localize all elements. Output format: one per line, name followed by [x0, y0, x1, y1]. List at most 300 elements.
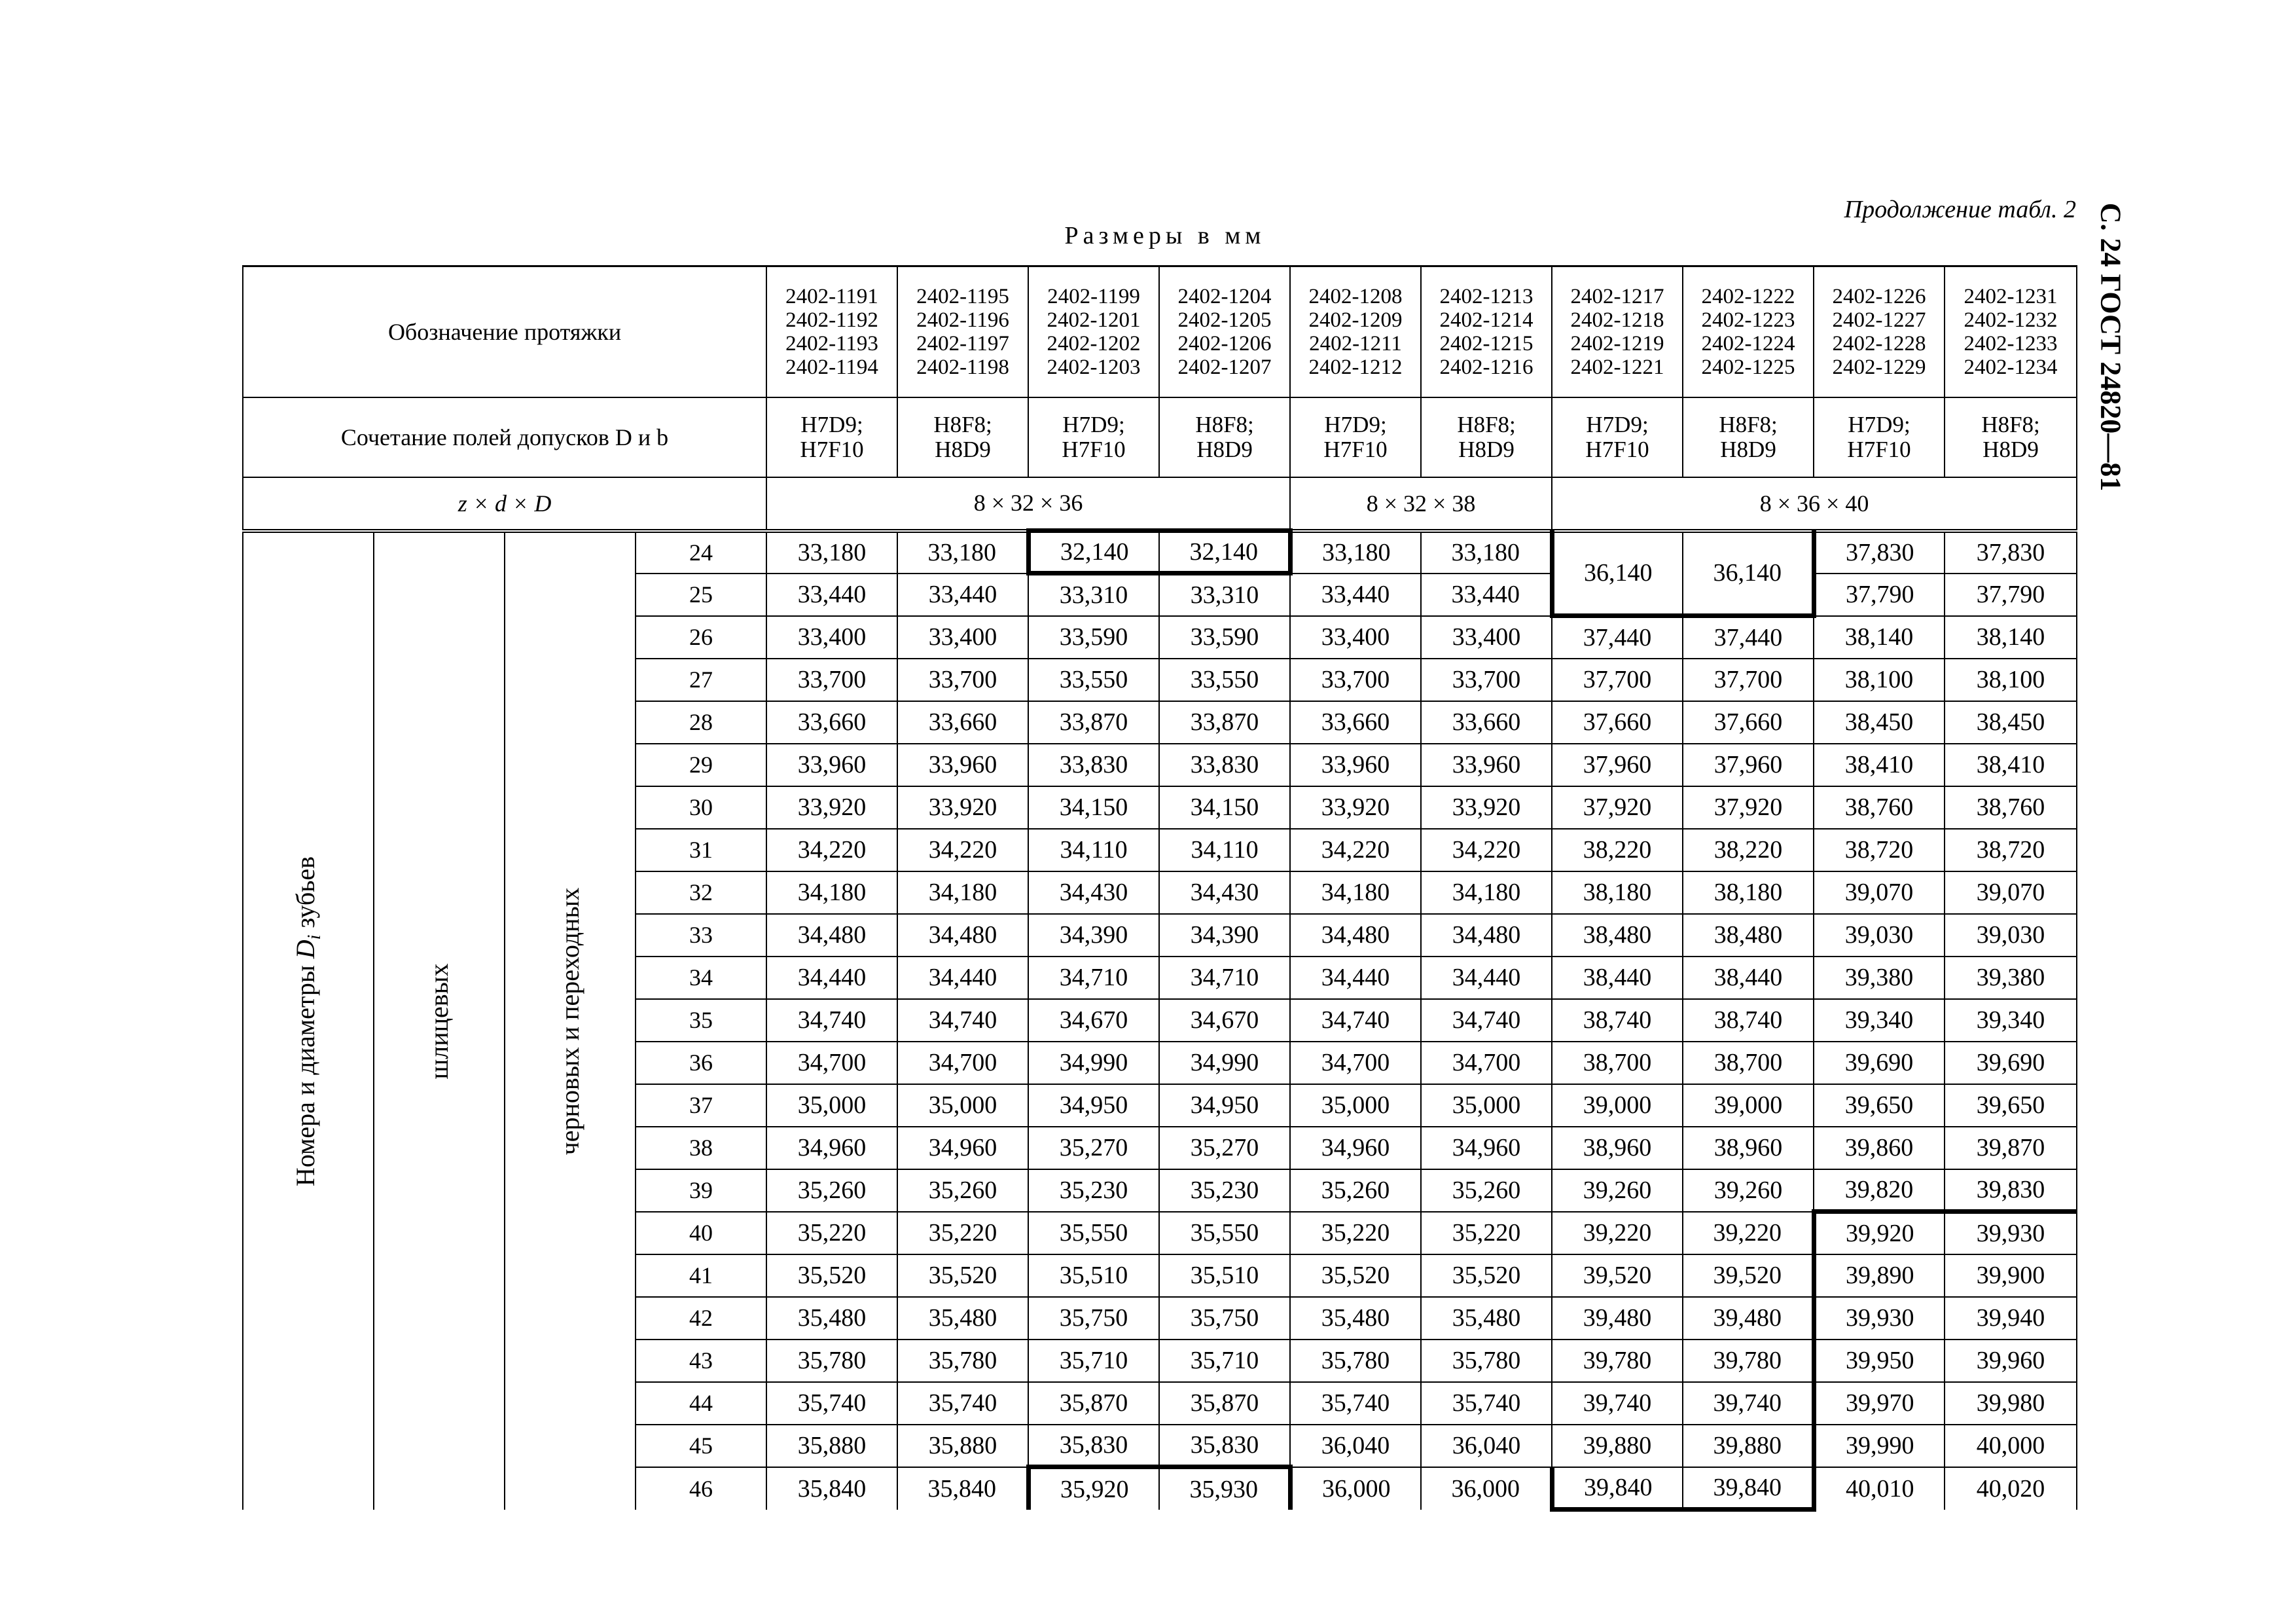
value-cell: 34,960 [1421, 1127, 1552, 1169]
value-cell: 39,480 [1683, 1297, 1814, 1340]
value-cell: 38,480 [1552, 914, 1683, 957]
spline-size-group: 8 × 32 × 38 [1290, 477, 1552, 531]
tooth-number: 41 [636, 1254, 766, 1297]
value-cell: 39,940 [1945, 1297, 2077, 1340]
value-cell: 39,840 [1683, 1467, 1814, 1510]
designation-code: 2402-1224 [1701, 331, 1795, 356]
value-cell: 37,960 [1683, 744, 1814, 786]
value-cell: 34,480 [1290, 914, 1421, 957]
value-cell: 34,180 [1290, 871, 1421, 914]
value-cell: 34,440 [1290, 957, 1421, 999]
tooth-number: 39 [636, 1169, 766, 1212]
value-cell: 35,710 [1028, 1340, 1159, 1382]
tooth-number: 32 [636, 871, 766, 914]
value-cell: 38,960 [1552, 1127, 1683, 1169]
value-cell: 34,700 [766, 1042, 897, 1084]
value-cell: 33,440 [897, 574, 1028, 616]
designation-codes [897, 266, 1028, 397]
value-cell: 36,000 [1290, 1467, 1421, 1510]
designation-codes [1159, 266, 1290, 397]
tolerance-value: H8F8; [1195, 411, 1254, 437]
value-cell: 35,740 [766, 1382, 897, 1425]
value-cell: 39,740 [1683, 1382, 1814, 1425]
page-header-text: С. 24 ГОСТ 24820—81 [2094, 202, 2127, 492]
value-cell: 35,000 [1421, 1084, 1552, 1127]
tolerance-value: H8D9 [1982, 436, 2039, 462]
value-cell: 35,830 [1159, 1425, 1290, 1467]
value-cell: 33,590 [1159, 616, 1290, 659]
value-cell: 39,980 [1945, 1382, 2077, 1425]
value-cell: 39,070 [1814, 871, 1945, 914]
value-cell: 37,700 [1552, 659, 1683, 701]
value-cell: 38,720 [1945, 829, 2077, 871]
value-cell: 35,000 [1290, 1084, 1421, 1127]
value-cell: 38,180 [1552, 871, 1683, 914]
value-cell: 39,260 [1683, 1169, 1814, 1212]
tooth-number: 42 [636, 1297, 766, 1340]
value-cell: 34,710 [1028, 957, 1159, 999]
value-cell: 34,180 [1421, 871, 1552, 914]
value-cell: 33,700 [1290, 659, 1421, 701]
tooth-number: 45 [636, 1425, 766, 1467]
value-cell: 33,400 [897, 616, 1028, 659]
value-cell: 35,220 [897, 1212, 1028, 1254]
value-cell: 35,870 [1028, 1382, 1159, 1425]
value-cell: 33,180 [897, 531, 1028, 574]
designation-code: 2402-1203 [1047, 355, 1141, 379]
header-zdd: z × d × D [243, 477, 766, 531]
tolerance-combination [1814, 397, 1945, 477]
value-cell: 35,220 [766, 1212, 897, 1254]
value-cell: 33,660 [1290, 701, 1421, 744]
value-cell: 33,590 [1028, 616, 1159, 659]
designation-code: 2402-1201 [1047, 308, 1141, 332]
tooth-number: 27 [636, 659, 766, 701]
value-cell: 35,550 [1028, 1212, 1159, 1254]
value-cell: 35,780 [1421, 1340, 1552, 1382]
value-cell: 37,790 [1814, 574, 1945, 616]
value-cell: 34,480 [897, 914, 1028, 957]
value-cell: 38,700 [1552, 1042, 1683, 1084]
tolerance-value: H7D9; [800, 411, 863, 437]
value-cell: 33,700 [897, 659, 1028, 701]
value-cell: 34,700 [1290, 1042, 1421, 1084]
value-cell: 35,520 [897, 1254, 1028, 1297]
tooth-number: 38 [636, 1127, 766, 1169]
value-cell: 39,960 [1945, 1340, 2077, 1382]
value-cell: 33,960 [1290, 744, 1421, 786]
value-cell: 32,140 [1028, 531, 1159, 574]
value-cell: 35,480 [1421, 1297, 1552, 1340]
value-cell: 34,480 [766, 914, 897, 957]
designation-code: 2402-1211 [1309, 331, 1402, 356]
value-cell: 37,700 [1683, 659, 1814, 701]
spline-size-group: 8 × 32 × 36 [766, 477, 1290, 531]
value-cell: 33,960 [1421, 744, 1552, 786]
designation-code: 2402-1202 [1047, 331, 1141, 356]
value-cell: 34,670 [1028, 999, 1159, 1042]
value-cell: 33,310 [1028, 574, 1159, 616]
table-row [243, 531, 2077, 574]
value-cell: 35,840 [897, 1467, 1028, 1510]
tolerance-value: H7F10 [1062, 436, 1126, 462]
value-cell: 39,890 [1814, 1254, 1945, 1297]
value-cell: 39,880 [1683, 1425, 1814, 1467]
value-cell: 33,870 [1028, 701, 1159, 744]
value-cell: 38,100 [1814, 659, 1945, 701]
value-cell: 33,960 [897, 744, 1028, 786]
designation-code: 2402-1191 [785, 284, 878, 308]
value-cell: 34,220 [766, 829, 897, 871]
value-cell: 37,660 [1552, 701, 1683, 744]
value-cell: 38,760 [1945, 786, 2077, 829]
value-cell: 34,670 [1159, 999, 1290, 1042]
tooth-number: 46 [636, 1467, 766, 1510]
value-cell: 40,020 [1945, 1467, 2077, 1510]
tolerance-value: H8D9 [1458, 436, 1515, 462]
value-cell: 37,830 [1814, 531, 1945, 574]
value-cell: 39,950 [1814, 1340, 1945, 1382]
tooth-number: 28 [636, 701, 766, 744]
value-cell: 39,780 [1683, 1340, 1814, 1382]
value-cell: 39,920 [1814, 1212, 1945, 1254]
designation-codes [1814, 266, 1945, 397]
tooth-number: 40 [636, 1212, 766, 1254]
value-cell: 35,260 [897, 1169, 1028, 1212]
designation-code: 2402-1199 [1047, 284, 1140, 308]
value-cell: 34,440 [1421, 957, 1552, 999]
value-cell: 33,960 [766, 744, 897, 786]
tooth-number: 35 [636, 999, 766, 1042]
value-cell: 39,870 [1945, 1127, 2077, 1169]
value-cell: 38,960 [1683, 1127, 1814, 1169]
value-cell: 34,700 [1421, 1042, 1552, 1084]
value-cell: 35,710 [1159, 1340, 1290, 1382]
value-cell: 34,220 [897, 829, 1028, 871]
tolerance-value: H8F8; [1981, 411, 2040, 437]
tolerance-value: H7F10 [1585, 436, 1649, 462]
value-cell: 34,740 [1290, 999, 1421, 1042]
value-cell: 34,740 [897, 999, 1028, 1042]
designation-code: 2402-1226 [1832, 284, 1926, 308]
designation-code: 2402-1232 [1964, 308, 2058, 332]
continuation-note: Продолжение табл. 2 [1844, 196, 2076, 223]
value-cell: 39,480 [1552, 1297, 1683, 1340]
designation-code: 2402-1207 [1177, 355, 1272, 379]
designation-code: 2402-1222 [1701, 284, 1795, 308]
designation-code: 2402-1198 [916, 355, 1009, 379]
value-cell: 33,660 [1421, 701, 1552, 744]
value-cell: 34,220 [1290, 829, 1421, 871]
value-cell: 35,270 [1028, 1127, 1159, 1169]
tolerance-value: H7F10 [1847, 436, 1911, 462]
value-cell: 38,740 [1683, 999, 1814, 1042]
value-cell: 34,440 [766, 957, 897, 999]
value-cell: 34,960 [1290, 1127, 1421, 1169]
tolerance-combination [1159, 397, 1290, 477]
value-cell: 33,400 [766, 616, 897, 659]
value-cell: 34,110 [1159, 829, 1290, 871]
value-cell: 39,340 [1814, 999, 1945, 1042]
value-cell: 39,000 [1552, 1084, 1683, 1127]
designation-code: 2402-1229 [1832, 355, 1926, 379]
tooth-number: 30 [636, 786, 766, 829]
value-cell: 35,510 [1159, 1254, 1290, 1297]
teeth-label-cell [243, 531, 374, 1510]
value-cell: 35,880 [897, 1425, 1028, 1467]
value-cell: 35,870 [1159, 1382, 1290, 1425]
value-cell: 39,780 [1552, 1340, 1683, 1382]
value-cell: 35,520 [766, 1254, 897, 1297]
value-cell: 40,010 [1814, 1467, 1945, 1510]
value-cell: 38,440 [1552, 957, 1683, 999]
value-cell: 38,720 [1814, 829, 1945, 871]
value-cell: 33,870 [1159, 701, 1290, 744]
designation-code: 2402-1221 [1570, 355, 1664, 379]
broach-dimensions-table [242, 265, 2077, 1512]
tooth-number: 26 [636, 616, 766, 659]
value-cell: 38,140 [1814, 616, 1945, 659]
value-cell: 35,780 [766, 1340, 897, 1382]
tolerance-value: H7F10 [1323, 436, 1388, 462]
spline-label-cell [374, 531, 505, 1510]
tolerance-combination [1421, 397, 1552, 477]
value-cell: 39,650 [1945, 1084, 2077, 1127]
value-cell: 39,690 [1814, 1042, 1945, 1084]
value-cell: 37,660 [1683, 701, 1814, 744]
value-cell-merged: 36,140 [1683, 531, 1814, 616]
tolerance-value: H8D9 [935, 436, 991, 462]
designation-code: 2402-1196 [916, 308, 1009, 332]
value-cell: 33,920 [1421, 786, 1552, 829]
value-cell: 33,830 [1028, 744, 1159, 786]
roughing-label: черновых и переходных [555, 887, 584, 1155]
spline-size-group: 8 × 36 × 40 [1552, 477, 2077, 531]
value-cell: 39,520 [1552, 1254, 1683, 1297]
value-cell: 33,660 [766, 701, 897, 744]
value-cell: 33,400 [1421, 616, 1552, 659]
value-cell: 33,440 [1290, 574, 1421, 616]
value-cell: 39,690 [1945, 1042, 2077, 1084]
designation-codes [1421, 266, 1552, 397]
diameter-symbol: D [291, 939, 320, 958]
value-cell: 35,880 [766, 1425, 897, 1467]
value-cell: 38,740 [1552, 999, 1683, 1042]
designation-code: 2402-1215 [1439, 331, 1534, 356]
value-cell: 35,230 [1028, 1169, 1159, 1212]
value-cell: 33,400 [1290, 616, 1421, 659]
value-cell: 33,550 [1028, 659, 1159, 701]
teeth-label [293, 856, 324, 1186]
designation-code: 2402-1213 [1439, 284, 1534, 308]
value-cell: 34,950 [1028, 1084, 1159, 1127]
designation-codes [1290, 266, 1421, 397]
value-cell: 37,920 [1552, 786, 1683, 829]
value-cell: 35,840 [766, 1467, 897, 1510]
value-cell: 34,390 [1159, 914, 1290, 957]
value-cell: 37,830 [1945, 531, 2077, 574]
designation-codes [1028, 266, 1159, 397]
value-cell: 35,000 [897, 1084, 1028, 1127]
tooth-number: 29 [636, 744, 766, 786]
value-cell: 33,830 [1159, 744, 1290, 786]
value-cell: 35,220 [1421, 1212, 1552, 1254]
page-header-vertical [2081, 196, 2140, 498]
value-cell: 33,700 [1421, 659, 1552, 701]
tolerance-value: H8D9 [1720, 436, 1776, 462]
value-cell: 33,180 [1290, 531, 1421, 574]
tooth-number: 37 [636, 1084, 766, 1127]
value-cell: 34,150 [1159, 786, 1290, 829]
tooth-number: 34 [636, 957, 766, 999]
designation-codes [1945, 266, 2077, 397]
value-cell: 35,480 [766, 1297, 897, 1340]
tolerance-value: H7D9; [1586, 411, 1649, 437]
value-cell: 36,040 [1421, 1425, 1552, 1467]
teeth-label-text: Номера и диаметры [291, 964, 320, 1186]
tolerance-combination [1028, 397, 1159, 477]
value-cell: 37,920 [1683, 786, 1814, 829]
value-cell: 35,920 [1028, 1467, 1159, 1510]
value-cell: 38,180 [1683, 871, 1814, 914]
units-caption: Размеры в мм [1064, 222, 1266, 249]
designation-codes [1552, 266, 1683, 397]
value-cell: 35,230 [1159, 1169, 1290, 1212]
value-cell: 39,930 [1945, 1212, 2077, 1254]
tooth-number: 36 [636, 1042, 766, 1084]
value-cell: 38,450 [1945, 701, 2077, 744]
value-cell: 39,260 [1552, 1169, 1683, 1212]
value-cell: 34,740 [766, 999, 897, 1042]
value-cell: 34,150 [1028, 786, 1159, 829]
value-cell: 35,750 [1159, 1297, 1290, 1340]
value-cell: 39,000 [1683, 1084, 1814, 1127]
value-cell: 38,480 [1683, 914, 1814, 957]
designation-code: 2402-1216 [1439, 355, 1534, 379]
header-designation: Обозначение протяжки [243, 266, 766, 397]
value-cell: 38,140 [1945, 616, 2077, 659]
designation-code: 2402-1195 [916, 284, 1009, 308]
value-cell: 37,960 [1552, 744, 1683, 786]
designation-code: 2402-1231 [1964, 284, 2058, 308]
value-cell: 33,920 [1290, 786, 1421, 829]
value-cell: 39,340 [1945, 999, 2077, 1042]
value-cell: 39,840 [1552, 1467, 1683, 1510]
value-cell: 34,430 [1159, 871, 1290, 914]
value-cell: 35,520 [1290, 1254, 1421, 1297]
value-cell: 39,860 [1814, 1127, 1945, 1169]
value-cell: 34,990 [1028, 1042, 1159, 1084]
value-cell: 38,410 [1814, 744, 1945, 786]
tolerance-value: H8F8; [1457, 411, 1516, 437]
value-cell: 33,310 [1159, 574, 1290, 616]
value-cell: 35,550 [1159, 1212, 1290, 1254]
value-cell: 34,180 [766, 871, 897, 914]
value-cell: 33,700 [766, 659, 897, 701]
value-cell: 35,260 [1290, 1169, 1421, 1212]
tolerance-combination [1683, 397, 1814, 477]
value-cell: 39,650 [1814, 1084, 1945, 1127]
roughing-label-cell [505, 531, 636, 1510]
designation-code: 2402-1227 [1832, 308, 1926, 332]
value-cell: 37,440 [1683, 616, 1814, 659]
designation-codes [1683, 266, 1814, 397]
tooth-number: 24 [636, 531, 766, 574]
value-cell: 34,950 [1159, 1084, 1290, 1127]
designation-code: 2402-1217 [1570, 284, 1664, 308]
value-cell: 32,140 [1159, 531, 1290, 574]
designation-code: 2402-1197 [916, 331, 1009, 356]
value-cell: 38,700 [1683, 1042, 1814, 1084]
value-cell: 35,270 [1159, 1127, 1290, 1169]
designation-code: 2402-1223 [1701, 308, 1795, 332]
spline-size-row [243, 477, 2077, 531]
value-cell: 35,480 [897, 1297, 1028, 1340]
value-cell: 38,760 [1814, 786, 1945, 829]
value-cell: 34,700 [897, 1042, 1028, 1084]
tolerance-value: H7D9; [1324, 411, 1387, 437]
value-cell: 39,380 [1814, 957, 1945, 999]
value-cell: 35,780 [897, 1340, 1028, 1382]
value-cell: 34,990 [1159, 1042, 1290, 1084]
value-cell: 35,520 [1421, 1254, 1552, 1297]
designation-code: 2402-1194 [785, 355, 878, 379]
tolerance-combination [897, 397, 1028, 477]
designation-code: 2402-1205 [1177, 308, 1272, 332]
value-cell: 33,440 [766, 574, 897, 616]
value-cell: 39,930 [1814, 1297, 1945, 1340]
value-cell: 39,880 [1552, 1425, 1683, 1467]
tolerance-value: H7D9; [1848, 411, 1910, 437]
value-cell: 34,740 [1421, 999, 1552, 1042]
value-cell: 34,110 [1028, 829, 1159, 871]
value-cell: 35,220 [1290, 1212, 1421, 1254]
designation-codes [766, 266, 897, 397]
designation-code: 2402-1192 [785, 308, 878, 332]
value-cell: 39,030 [1945, 914, 2077, 957]
value-cell: 33,440 [1421, 574, 1552, 616]
teeth-label-end: зубьев [291, 856, 320, 928]
tolerance-value: H8F8; [933, 411, 992, 437]
value-cell: 33,660 [897, 701, 1028, 744]
value-cell: 35,930 [1159, 1467, 1290, 1510]
tolerance-value: H7F10 [800, 436, 864, 462]
value-cell: 35,740 [1290, 1382, 1421, 1425]
value-cell: 39,070 [1945, 871, 2077, 914]
designation-code: 2402-1206 [1177, 331, 1272, 356]
value-cell: 35,480 [1290, 1297, 1421, 1340]
spline-label: шлицевых [424, 962, 454, 1080]
designation-code: 2402-1233 [1964, 331, 2058, 356]
value-cell: 39,830 [1945, 1169, 2077, 1212]
tooth-number: 31 [636, 829, 766, 871]
value-cell: 37,440 [1552, 616, 1683, 659]
value-cell: 39,820 [1814, 1169, 1945, 1212]
value-cell: 34,960 [766, 1127, 897, 1169]
value-cell: 38,450 [1814, 701, 1945, 744]
value-cell: 35,740 [1421, 1382, 1552, 1425]
value-cell: 34,180 [897, 871, 1028, 914]
designation-code: 2402-1234 [1964, 355, 2058, 379]
value-cell: 34,440 [897, 957, 1028, 999]
designation-code: 2402-1214 [1439, 308, 1534, 332]
designation-code: 2402-1219 [1570, 331, 1664, 356]
tooth-number: 25 [636, 574, 766, 616]
tooth-number: 33 [636, 914, 766, 957]
tolerance-value: H8F8; [1719, 411, 1778, 437]
designation-code: 2402-1208 [1308, 284, 1403, 308]
value-cell: 34,480 [1421, 914, 1552, 957]
